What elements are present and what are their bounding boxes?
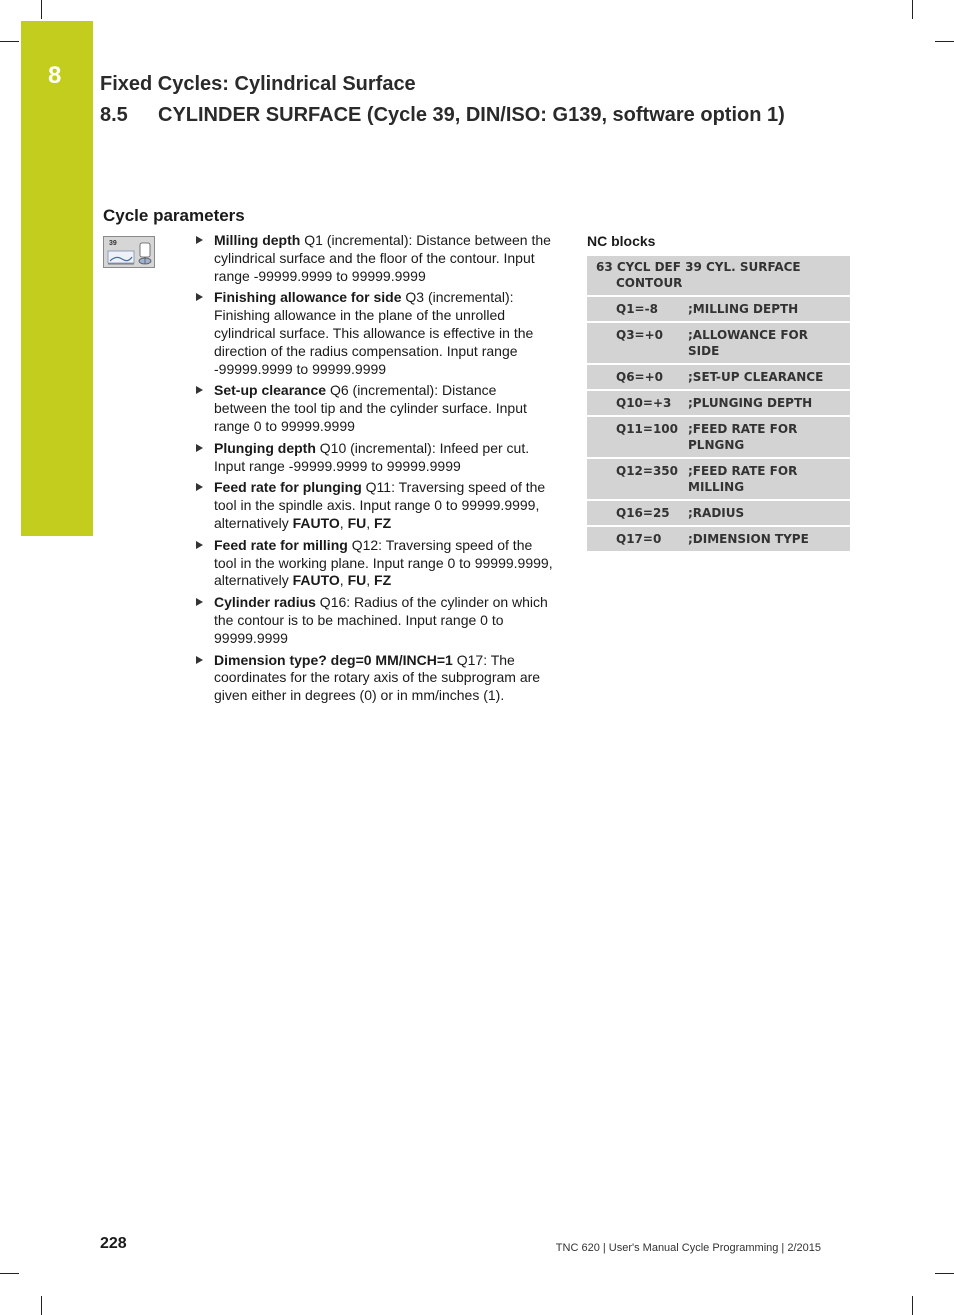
- param-q: Q6: [326, 382, 349, 399]
- chapter-tab: [21, 21, 93, 536]
- bullet-arrow-icon: [196, 656, 203, 664]
- param-q: Q16: [315, 594, 347, 611]
- keyword-fz: FZ: [374, 572, 392, 589]
- nc-comment: ;MILLING DEPTH: [688, 302, 799, 316]
- crop-mark: [912, 1296, 913, 1315]
- nc-row: [587, 365, 850, 389]
- bullet-arrow-icon: [196, 236, 203, 244]
- param-name: Dimension type? deg=0 MM/INCH=1: [214, 651, 453, 668]
- nc-row: [587, 501, 850, 525]
- nc-param: Q3=+0: [616, 328, 664, 342]
- nc-param: Q12=350: [616, 464, 679, 478]
- nc-row: [587, 527, 850, 551]
- param-name: Milling depth: [214, 232, 301, 248]
- section-number: 8.5: [100, 104, 128, 126]
- keyword-fauto: FAUTO: [292, 572, 340, 589]
- bullet-arrow-icon: [196, 598, 203, 606]
- keyword-fauto: FAUTO: [292, 514, 340, 531]
- nc-row: [587, 459, 850, 499]
- param-feed-milling: Feed rate for milling Q12: Traversing speed of the tool in the working plane. Input range 0 to 99999.9999, alternatively FAUTO, FU, FZ: [193, 537, 553, 590]
- param-q: Q1: [300, 232, 323, 248]
- softkey-label: 39: [109, 240, 117, 247]
- bullet-arrow-icon: [196, 444, 203, 452]
- cycle-39-softkey-icon: [103, 236, 155, 268]
- param-name: Set-up clearance: [214, 382, 327, 399]
- crop-mark: [41, 1296, 42, 1315]
- nc-row: [587, 417, 850, 457]
- param-dimension-type: [193, 652, 553, 705]
- cylinder-surface-icon: [104, 237, 156, 269]
- crop-mark: [0, 1273, 19, 1274]
- nc-comment: ;FEED RATE FOR PLNGNG: [688, 422, 798, 452]
- param-setup-clearance: [193, 382, 553, 435]
- crop-mark: [41, 0, 42, 19]
- nc-row: [587, 323, 850, 363]
- crop-mark: [935, 41, 954, 42]
- param-name: Plunging depth: [214, 439, 316, 456]
- footer-text: TNC 620 | User's Manual Cycle Programming | 2/2015: [555, 1242, 821, 1254]
- param-desc: : The coordinates for the rotary axis of the subprogram are given either in degrees (0) or in mm/inches (1).: [214, 651, 541, 704]
- nc-param: Q16=25: [616, 506, 670, 520]
- param-name: Finishing allowance for side: [214, 289, 402, 306]
- nc-comment: ;PLUNGING DEPTH: [688, 396, 813, 410]
- param-plunging-depth: [193, 440, 553, 476]
- keyword-fu: FU: [347, 514, 367, 531]
- nc-first-line-cont: CONTOUR: [616, 276, 683, 290]
- param-desc: (incremental): Distance between the cylindrical surface and the floor of the contour. Input range -99999.9999 to 99999.9999: [214, 232, 551, 284]
- param-q: Q3: [401, 289, 425, 306]
- param-desc: : Traversing speed of the tool in the spindle axis. Input range 0 to 99999.9999, alternatively: [214, 479, 546, 531]
- param-finishing-allowance: [193, 289, 553, 378]
- bullet-arrow-icon: [196, 293, 203, 301]
- crop-mark: [0, 41, 19, 42]
- page-number: 228: [100, 1235, 127, 1252]
- nc-first-line: 63 CYCL DEF 39 CYL. SURFACE: [596, 260, 801, 274]
- param-q: Q17: [452, 651, 484, 668]
- chapter-number: 8: [48, 62, 62, 89]
- nc-comment: ;DIMENSION TYPE: [688, 532, 809, 546]
- keyword-fu: FU: [347, 572, 367, 589]
- param-name: Cylinder radius: [214, 594, 316, 611]
- nc-blocks-heading: NC blocks: [587, 233, 656, 249]
- param-desc: : Traversing speed of the tool in the working plane. Input range 0 to 99999.9999, alternatively: [214, 536, 553, 589]
- param-milling-depth: [193, 232, 553, 285]
- cycle-parameter-list: [193, 232, 553, 709]
- nc-param: Q11=100: [616, 422, 679, 436]
- nc-row: [587, 391, 850, 415]
- bullet-arrow-icon: [196, 541, 203, 549]
- nc-row: [587, 297, 850, 321]
- nc-comment: ;FEED RATE FOR MILLING: [688, 464, 798, 494]
- nc-param: Q10=+3: [616, 396, 672, 410]
- param-desc: (incremental): Distance between the tool tip and the cylinder surface. Input range 0 to 99999.9999: [214, 382, 527, 434]
- param-q: Q10: [315, 439, 347, 456]
- param-q: Q12: [347, 536, 379, 553]
- param-feed-plunging: Feed rate for plunging Q11: Traversing speed of the tool in the spindle axis. Input range 0 to 99999.9999, alternatively FAUTO, FU, FZ: [193, 479, 553, 532]
- bullet-arrow-icon: [196, 483, 203, 491]
- nc-param: Q17=0: [616, 532, 662, 546]
- param-q: Q11: [361, 479, 392, 496]
- nc-blocks-table: [587, 256, 850, 553]
- param-name: Feed rate for plunging: [214, 479, 362, 496]
- crop-mark: [935, 1273, 954, 1274]
- nc-comment: ;RADIUS: [688, 506, 745, 520]
- section-title-text: CYLINDER SURFACE (Cycle 39, DIN/ISO: G139, software option 1): [158, 104, 785, 126]
- param-name: Feed rate for milling: [214, 536, 348, 553]
- param-desc: (incremental): Infeed per cut. Input range -99999.9999 to 99999.9999: [214, 439, 530, 474]
- crop-mark: [912, 0, 913, 19]
- nc-comment: ;SET-UP CLEARANCE: [688, 370, 824, 384]
- section-title: [100, 104, 934, 127]
- nc-param: Q6=+0: [616, 370, 664, 384]
- param-desc: (incremental): Finishing allowance in the plane of the unrolled cylindrical surface. This allowance is effective in the direction of the radius compensation. Input range -99999.9999 to 99999.9999: [214, 289, 534, 377]
- bullet-arrow-icon: [196, 386, 203, 394]
- keyword-fz: FZ: [374, 514, 392, 531]
- param-desc: : Radius of the cylinder on which the contour is to be machined. Input range 0 to 99999.9999: [214, 594, 548, 646]
- nc-comment: ;ALLOWANCE FOR SIDE: [688, 328, 808, 358]
- nc-param: Q1=-8: [616, 302, 658, 316]
- nc-row-cycl-def: [587, 256, 850, 295]
- cycle-parameters-heading: Cycle parameters: [103, 206, 245, 225]
- param-cylinder-radius: [193, 594, 553, 647]
- chapter-title: Fixed Cycles: Cylindrical Surface: [100, 73, 416, 95]
